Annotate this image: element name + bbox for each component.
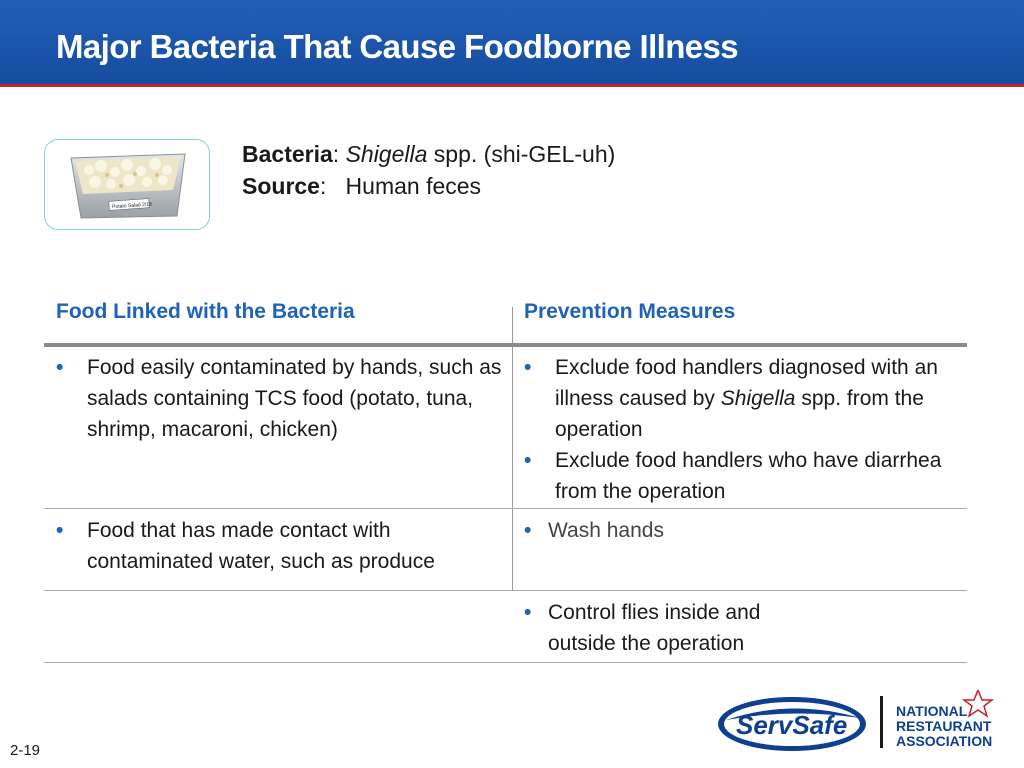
prevention-italic: Shigella bbox=[720, 387, 796, 410]
prevention-text: Exclude food handlers diagnosed with an illness caused by bbox=[555, 356, 938, 410]
bullet-icon: • bbox=[524, 449, 532, 472]
servsafe-nra-logo bbox=[716, 690, 1006, 754]
header-column-divider bbox=[512, 307, 513, 343]
table-bottom-rule bbox=[44, 662, 967, 663]
column-header-food: Food Linked with the Bacteria bbox=[56, 300, 355, 323]
list-item bbox=[56, 352, 508, 445]
source-label: Source bbox=[242, 173, 320, 199]
bacteria-pronunciation: spp. (shi-GEL-uh) bbox=[427, 141, 616, 167]
header-rule bbox=[44, 343, 967, 347]
source-line: Source: Human feces bbox=[242, 173, 482, 199]
slide-number: 2-19 bbox=[10, 742, 41, 759]
list-item bbox=[56, 515, 508, 577]
prevention-text: Control flies inside and outside the operation bbox=[548, 601, 761, 655]
nra-logo-line-1: NATIONAL bbox=[896, 703, 968, 719]
bacteria-line: Bacteria: Shigella spp. (shi-GEL-uh) bbox=[242, 141, 616, 167]
column-header-prevention: Prevention Measures bbox=[524, 300, 736, 323]
table-row-1-prevention bbox=[524, 352, 954, 507]
prevention-text: Exclude food handlers who have diarrhea from the operation bbox=[555, 449, 942, 503]
bacteria-label: Bacteria bbox=[242, 141, 333, 167]
bullet-icon: • bbox=[524, 519, 532, 542]
list-item bbox=[524, 445, 954, 507]
slide-title: Major Bacteria That Cause Foodborne Illness bbox=[56, 28, 739, 65]
bullet-icon: • bbox=[524, 601, 532, 624]
table-row-3-prevention bbox=[524, 597, 824, 659]
source-value: Human feces bbox=[345, 173, 482, 199]
bullet-icon: • bbox=[56, 519, 64, 542]
list-item bbox=[524, 352, 954, 445]
table-row-2-prevention bbox=[524, 515, 954, 546]
title-underline bbox=[0, 84, 1024, 87]
nra-logo-line-2: RESTAURANT bbox=[896, 718, 992, 734]
row-divider-1 bbox=[44, 508, 967, 509]
bullet-icon: • bbox=[524, 356, 532, 379]
pan-label: Potato Salad 2/18 bbox=[111, 201, 153, 211]
potato-salad-image-frame bbox=[44, 139, 210, 230]
table-row-1-food bbox=[56, 352, 508, 445]
servsafe-logo-text: ServSafe bbox=[736, 710, 848, 740]
food-text: Food easily contaminated by hands, such as salads containing TCS food (potato, tuna, shrimp, macaroni, chicken) bbox=[87, 356, 502, 441]
bacteria-name: Shigella bbox=[345, 141, 428, 167]
food-text: Food that has made contact with contaminated water, such as produce bbox=[87, 519, 435, 573]
prevention-text-end: spp. from the operation bbox=[555, 387, 924, 441]
list-item bbox=[524, 515, 954, 546]
column-divider bbox=[512, 347, 513, 590]
potato-salad-pan-image bbox=[69, 150, 187, 220]
prevention-text: Wash hands bbox=[548, 519, 664, 542]
row-divider-2 bbox=[44, 590, 967, 591]
footer-logos bbox=[716, 690, 1006, 754]
nra-logo-line-3: ASSOCIATION bbox=[896, 733, 993, 749]
bacteria-info bbox=[242, 138, 615, 202]
bullet-icon: • bbox=[56, 356, 64, 379]
list-item bbox=[524, 597, 824, 659]
table-row-2-food bbox=[56, 515, 508, 577]
